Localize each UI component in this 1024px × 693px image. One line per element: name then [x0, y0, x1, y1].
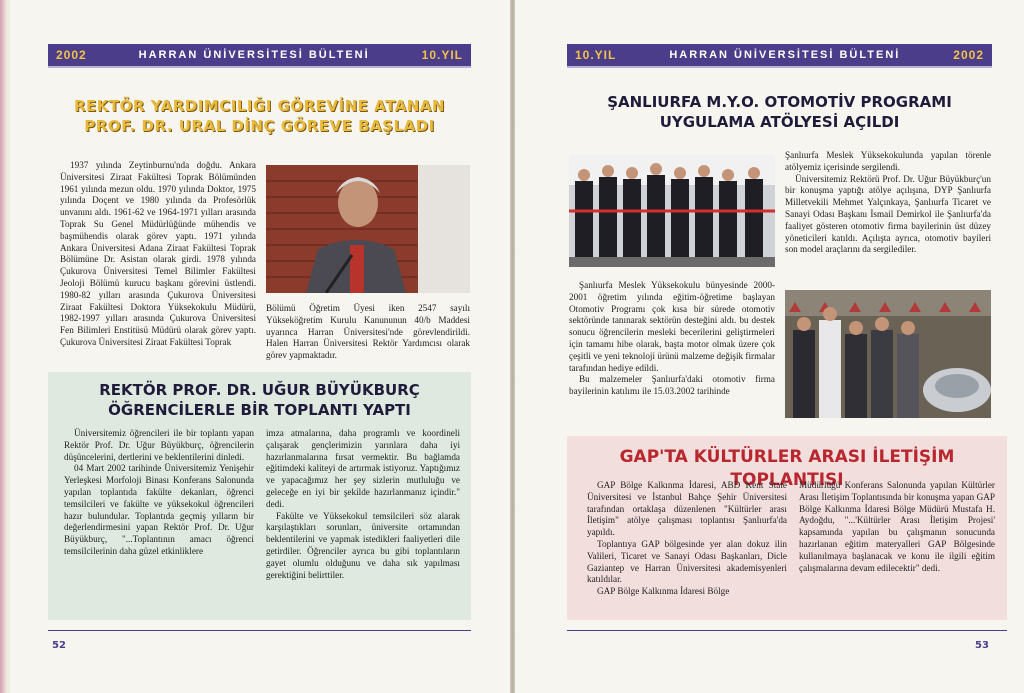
article2-col2: [799, 480, 995, 574]
article2-col1: [64, 428, 254, 558]
left-header-bar: [48, 44, 471, 68]
paragraph: Müdürlüğü Konferans Salonunda yapılan Kültürler Arası İletişim Toplantısında bir konuşma yapan GAP Bölge Kalkınma İdaresi Bölge Müdürü Mustafa H. Aydoğdu, "...'Kültürler Arası İletişim Projesi' kapsamında yapılan bu çalışmanın sonucunda hazırlanan eğitim materyalleri GAP Bölgesinde kullanılmaya başlanacak ve konu ile ilgili eğitim çalışmalarına devam edilecektir" dedi.: [799, 480, 995, 573]
paragraph: GAP Bölge Kalkınma İdaresi Bölge: [597, 586, 730, 597]
headline-line: UYGULAMA ATÖLYESİ AÇILDI: [659, 113, 900, 132]
paragraph: Bölümü Öğretim Üyesi iken 2547 sayılı Yükseköğretim Kurulu Kanununun 40/b Maddesi uyarınca Harran Üniversitesi'nde görevlendirildi. Halen Harran Üniversitesi Rektör Yardımcısı olarak görev yapmaktadır.: [266, 303, 470, 361]
page-number: 53: [975, 640, 989, 651]
header-year: 2002: [56, 48, 87, 62]
article2-headline: GAP'TA KÜLTÜRLER ARASI İLETİŞİM TOPLANTISI: [619, 447, 955, 490]
article2-headline: [48, 380, 471, 421]
page-number: 52: [52, 640, 66, 651]
footer-rule: [567, 630, 1007, 631]
header-anniversary: 10.YIL: [575, 48, 617, 62]
header-year: 2002: [953, 48, 984, 62]
header-anniversary: 10.YIL: [421, 48, 463, 62]
article1-col2: [785, 150, 991, 256]
headline-line: REKTÖR PROF. DR. UĞUR BÜYÜKBURÇ: [99, 381, 420, 399]
paragraph: Üniversitemiz Rektörü Prof. Dr. Uğur Büyükburç'un bir konuşma yaptığı atölye açılışına, DYP Şanlıurfa Milletvekili Mehmet Yalçınkaya, Şanlıurfa Ticaret ve Sanayi Odası Başkanı İsmail Demirkol ile Şanlıurfa'da faaliyet gösteren otomotiv firma bayilerinin üst düzey yöneticileri katıldı. Açılışta ayrıca, otomotiv bayileri son model araçlarını da sergilediler.: [785, 173, 991, 255]
paragraph: Şanlıurfa Meslek Yüksekokulu bünyesinde 2000-2001 öğretim yılında eğitim-öğretime başlayan Otomotiv Programı çok kısa bir sürede otomotiv sektöründe tanınarak sektörün desteğini aldı. bu destek sonucu öğrencilerin mesleki becerilerini geliştirmeleri için tamamı hibe olarak, başta motor olmak üzere çok çeşitli ve yeni teknoloji ürünü malzeme değişik firmalar tarafından hediye edildi.: [569, 280, 775, 373]
paragraph: Toplantıya GAP bölgesinde yer alan dokuz ilin Valileri, Ticaret ve Sanayi Odası Başkanları, Dicle Gaziantep ve Harran Üniversitesi akademisyenleri katıldılar.: [587, 538, 787, 585]
article1-col1: [60, 160, 256, 349]
left-page: [0, 0, 511, 693]
page-edge: [0, 0, 10, 693]
paragraph: 1937 yılında Zeytinburnu'nda doğdu. Ankara Üniversitesi Ziraat Fakültesi Toprak Bölümünden 1961 yılında mezun oldu. 1970 yılında Doktor, 1975 yılında Doçent ve 1980 yılında da Profesörlük unvanını aldı. 1961-62 ve 1964-1971 yılları arasında Toprak Su Genel Müdürlüğünde mühendis ve başmühendis olarak görev yaptı. 1971 yılında Ankara Üniversitesi Adana Ziraat Fakültesi Toprak Bölümüne Dr. Asistan olarak girdi. 1978 yılında Çukurova Üniversitesi Temel Bilimler Fakültesi Jeoloji Bölümü kurucu başkanı görevini üstlendi. 1980-82 yılları arasında Çukurova Üniversitesi Ziraat Fakültesi Doktora Yüksekokulu Müdürü, 1982-1997 yılları arasında Çukurova Üniversitesi Fen Bilimleri Enstitüsü Müdürü olarak görev yaptı. Çukurova Üniversitesi Ziraat Fakültesi Toprak: [60, 160, 256, 347]
article1-headline: [48, 96, 471, 137]
header-title: HARRAN ÜNİVERSİTESİ BÜLTENİ: [138, 49, 370, 61]
paragraph: imza atmalarına, daha programlı ve koordineli çalışarak gençlerimizin yarınlara daha iyi hazırlanmalarına fırsat vermektir. Bu bağlamda eğitimdeki kaliteyi de artırmak istiyoruz. Yaptığımız ve yapacağımız her şey sizlerin mutluluğu ve geleceğe en iyi bir şekilde hazırlanmanız içindir." dedi.: [266, 428, 460, 509]
paragraph: Üniversitemiz öğrencileri ile bir toplantı yapan Rektör Prof. Dr. Uğur Büyükburç, öğrencilerin düşüncelerini, dertlerini ve beklentilerini dinledi.: [64, 428, 254, 462]
right-header-bar: [567, 44, 992, 68]
headline-line: REKTÖR YARDIMCILIĞI GÖREVİNE ATANAN: [74, 97, 445, 115]
article2-col1: [587, 480, 787, 598]
paragraph: Bu malzemeler Şanlıurfa'daki otomotiv firma bayilerinin katılımı ile 15.03.2002 tarihinde: [569, 374, 775, 397]
article1-headline: [567, 92, 992, 133]
workshop-photo: [785, 290, 991, 418]
article1-col1: [569, 280, 775, 398]
headline-line: PROF. DR. URAL DİNÇ GÖREVE BAŞLADI: [84, 117, 435, 136]
headline-line: ŞANLIURFA M.Y.O. OTOMOTİV PROGRAMI: [607, 93, 952, 111]
paragraph: Şanlıurfa Meslek Yüksekokulunda yapılan törenle atölyemiz içerisinde sergilendi.: [785, 150, 991, 172]
ribbon-cutting-photo: [569, 155, 775, 267]
paragraph: Fakülte ve Yüksekokul temsilcileri söz alarak karşılaştıkları sorunları, üniversite ortamından beklentilerini ve yapmak istedikleri faaliyetleri dile getirdiler. Öğrenciler ayrıca bu gibi toplantıların gayet olumlu olduğunu ve daha sık yapılması gerektiğini belirttiler.: [266, 510, 460, 580]
paragraph: GAP Bölge Kalkınma İdaresi, ABD Kent State Üniversitesi ve İstanbul Bahçe Şehir Üniversitesi tarafından ortaklaşa düzenlenen "Kültürler arası İletişim" atölye çalışması toplantısı Şanlıurfa'da yapıldı.: [587, 480, 787, 538]
article1-col2: [266, 303, 470, 362]
article2-col2: [266, 428, 460, 581]
rector-photo: [266, 165, 470, 293]
header-title: HARRAN ÜNİVERSİTESİ BÜLTENİ: [669, 49, 901, 61]
headline-line: ÖĞRENCİLERLE BİR TOPLANTI YAPTI: [108, 401, 411, 420]
right-page: [514, 0, 1024, 693]
footer-rule: [48, 630, 471, 631]
paragraph: 04 Mart 2002 tarihinde Üniversitemiz Yenişehir Yerleşkesi Morfoloji Binası Konferans Salonunda yapılan toplantıda fakülte dekanları, öğrenci temsilcileri ve fakülte ve yüksekokul öğrencileri hazır bulundular. Toplantıda geçmiş yılların bir değerlendirmesini yapan Rektör Prof. Dr. Uğur Büyükburç, "...Toplantının amacı öğrenci temsilcilerinin daha güzel etkinliklere: [64, 463, 254, 556]
